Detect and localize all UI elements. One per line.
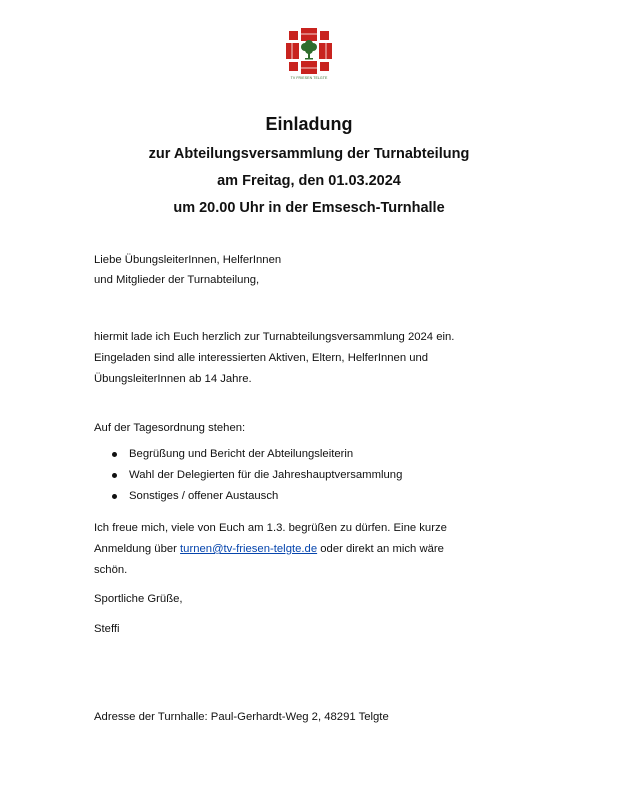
agenda-heading: Auf der Tagesordnung stehen:	[94, 422, 246, 434]
agenda-item	[112, 444, 402, 465]
signature-name: Steffi	[94, 623, 120, 635]
intro-line-2: Eingeladen sind alle interessierten Aktiven, Eltern, HelferInnen und	[94, 352, 429, 364]
subtitle-line-1: zur Abteilungsversammlung der Turnabteilung	[148, 146, 470, 162]
agenda-item	[112, 486, 402, 507]
subtitle-line-2: am Freitag, den 01.03.2024	[217, 173, 401, 189]
closing-line-2-end: oder direkt an mich wäre	[317, 543, 444, 555]
intro-line-1: hiermit lade ich Euch herzlich zur Turnabteilungsversammlung 2024 ein.	[94, 331, 455, 343]
closing-line-2	[94, 539, 444, 559]
logo-caption: TV FRIESEN TELGTE	[290, 76, 328, 80]
regards-text: Sportliche Grüße,	[94, 593, 183, 605]
agenda-item-text: Wahl der Delegierten für die Jahreshauptversammlung	[129, 469, 403, 481]
bullet-icon	[112, 494, 117, 499]
greeting-line-1: Liebe ÜbungsleiterInnen, HelferInnen	[94, 254, 282, 266]
club-logo	[286, 28, 332, 80]
closing-line-3: schön.	[94, 564, 128, 576]
agenda-list	[112, 444, 402, 507]
email-link[interactable]: turnen@tv-friesen-telgte.de	[180, 543, 318, 555]
subtitle-line-3: um 20.00 Uhr in der Emsesch-Turnhalle	[173, 200, 445, 216]
bullet-icon	[112, 473, 117, 478]
intro-line-3: ÜbungsleiterInnen ab 14 Jahre.	[94, 373, 252, 385]
gym-address: Adresse der Turnhalle: Paul-Gerhardt-Weg 2, 48291 Telgte	[94, 711, 389, 723]
greeting-line-2: und Mitglieder der Turnabteilung,	[94, 274, 260, 286]
agenda-item-text: Sonstiges / offener Austausch	[129, 490, 279, 502]
agenda-item	[112, 465, 402, 486]
agenda-item-text: Begrüßung und Bericht der Abteilungsleiterin	[129, 448, 354, 460]
page-title: Einladung	[265, 114, 353, 134]
closing-line-2-start: Anmeldung über	[94, 543, 181, 555]
bullet-icon	[112, 452, 117, 457]
closing-line-1: Ich freue mich, viele von Euch am 1.3. begrüßen zu dürfen. Eine kurze	[94, 522, 447, 534]
